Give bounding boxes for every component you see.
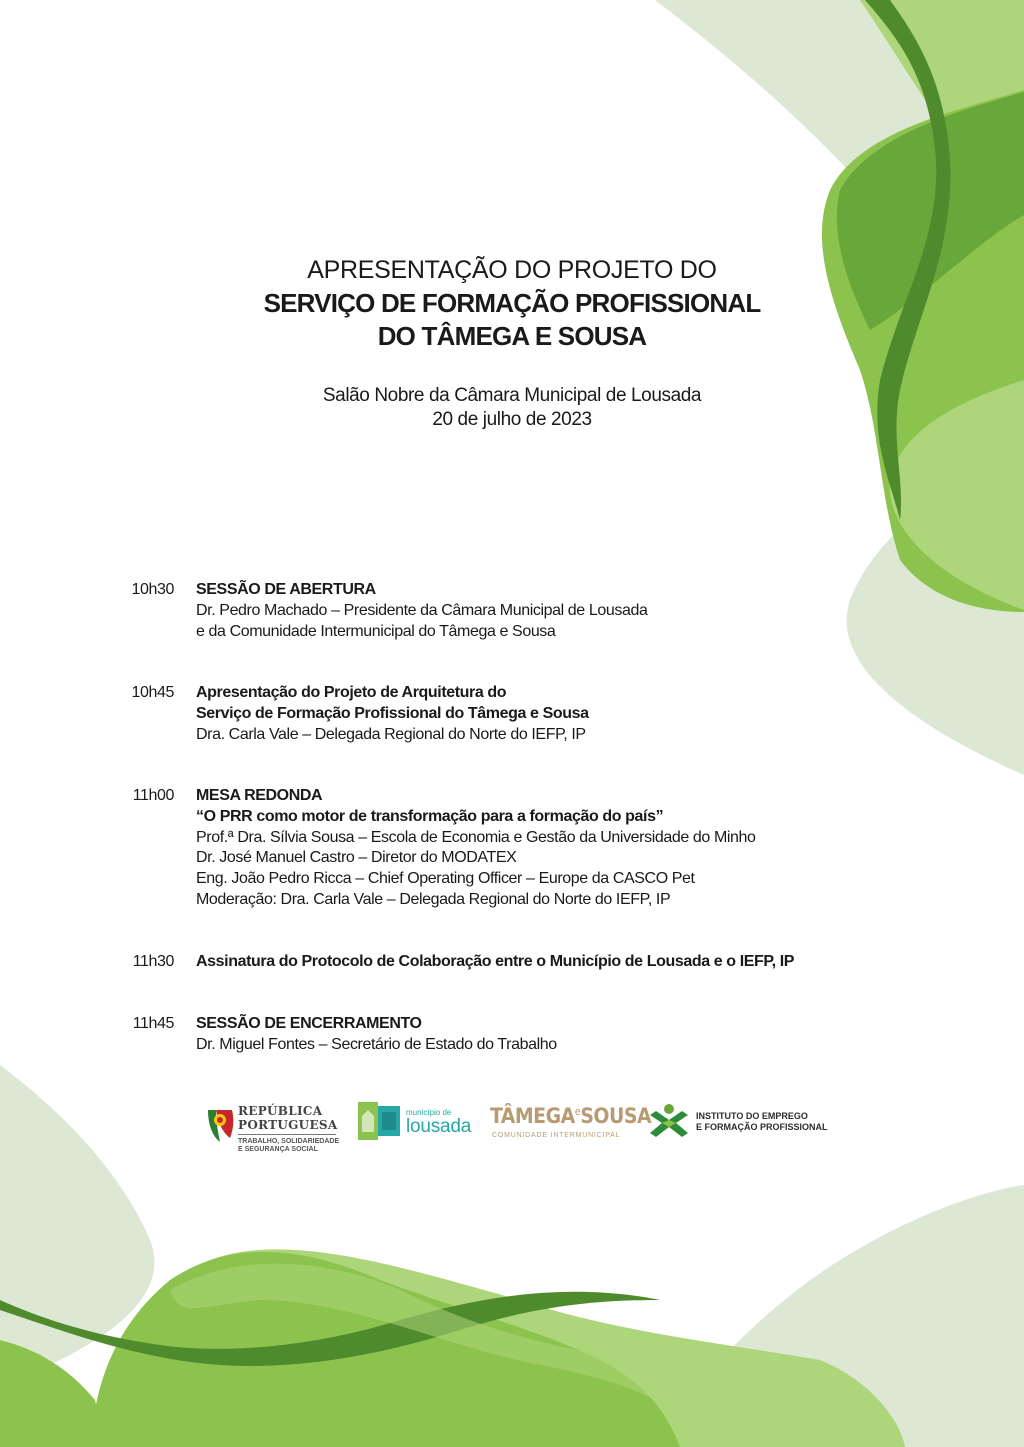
item-detail: Dr. José Manuel Castro – Diretor do MODATEX (196, 849, 517, 867)
event-venue (0, 384, 1024, 432)
title-line-2: SERVIÇO DE FORMAÇÃO PROFISSIONAL (263, 288, 761, 318)
item-body (196, 786, 976, 911)
republica-sub2: E SEGURANÇA SOCIAL (238, 1146, 318, 1153)
tamega-name-e: e (574, 1105, 581, 1118)
item-time: 11h45 (132, 1015, 174, 1032)
iefp-emblem-icon (648, 1103, 690, 1141)
item-body (196, 1014, 976, 1056)
item-detail: Dra. Carla Vale – Delegada Regional do Norte do IEFP, IP (196, 725, 586, 743)
tamega-sousa-logo (490, 1104, 652, 1144)
item-time: 10h30 (131, 581, 174, 598)
republica-line1: REPÚBLICA (238, 1104, 323, 1118)
tamega-name (490, 1104, 651, 1128)
venue-place: Salão Nobre da Câmara Municipal de Lousada (322, 385, 702, 406)
portugal-emblem-icon (204, 1104, 236, 1144)
venue-date: 20 de julho de 2023 (432, 409, 592, 430)
item-title: Assinatura do Protocolo de Colaboração entre o Município de Lousada e o IEFP, IP (196, 953, 795, 970)
lousada-name: lousada (406, 1116, 472, 1137)
tamega-name-a: TÂMEGA (490, 1104, 575, 1128)
item-body (196, 952, 976, 973)
tamega-name-b: SOUSA (580, 1104, 652, 1128)
item-detail: Eng. João Pedro Ricca – Chief Operating Officer – Europe da CASCO Pet (196, 870, 695, 888)
item-title-2: “O PRR como motor de transformação para a formação do país” (196, 807, 664, 825)
item-time: 10h45 (131, 684, 174, 701)
lousada-small-label: município de (406, 1108, 452, 1117)
iefp-line2: E FORMAÇÃO PROFISSIONAL (696, 1122, 828, 1132)
item-title: SESSÃO DE ENCERRAMENTO (196, 1015, 422, 1032)
republica-name (238, 1104, 337, 1132)
item-time: 11h00 (132, 787, 174, 804)
iefp-name (696, 1111, 828, 1133)
event-title (0, 254, 1024, 353)
municipio-lousada-logo (358, 1102, 478, 1144)
item-detail: Prof.ª Dra. Sílvia Sousa – Escola de Economia e Gestão da Universidade do Minho (196, 828, 756, 846)
republica-portuguesa-logo (204, 1104, 354, 1166)
lousada-emblem-icon (358, 1102, 402, 1140)
item-detail: Dr. Miguel Fontes – Secretário de Estado do Trabalho (196, 1035, 557, 1053)
republica-line2: PORTUGUESA (238, 1118, 338, 1132)
item-time: 11h30 (132, 953, 174, 970)
republica-divider (238, 1134, 336, 1135)
item-title-2: Serviço de Formação Profissional do Tâmega e Sousa (196, 704, 589, 722)
iefp-line1: INSTITUTO DO EMPREGO (696, 1111, 808, 1121)
item-title: MESA REDONDA (196, 787, 323, 804)
republica-sub1: TRABALHO, SOLIDARIEDADE (238, 1138, 340, 1145)
republica-subtitle (238, 1138, 339, 1154)
item-body (196, 580, 976, 642)
item-title: SESSÃO DE ABERTURA (196, 581, 376, 598)
item-title: Apresentação do Projeto de Arquitetura do (196, 684, 507, 701)
title-line-3: DO TÂMEGA E SOUSA (377, 321, 647, 351)
item-detail: Dr. Pedro Machado – Presidente da Câmara Municipal de Lousada (196, 601, 648, 619)
item-detail: e da Comunidade Intermunicipal do Tâmega e Sousa (196, 622, 556, 640)
item-body (196, 683, 976, 745)
title-line-1: APRESENTAÇÃO DO PROJETO DO (307, 256, 717, 284)
item-detail: Moderação: Dra. Carla Vale – Delegada Regional do Norte do IEFP, IP (196, 890, 671, 908)
iefp-logo (648, 1103, 828, 1143)
tamega-subtitle: COMUNIDADE INTERMUNICIPAL (492, 1132, 621, 1139)
